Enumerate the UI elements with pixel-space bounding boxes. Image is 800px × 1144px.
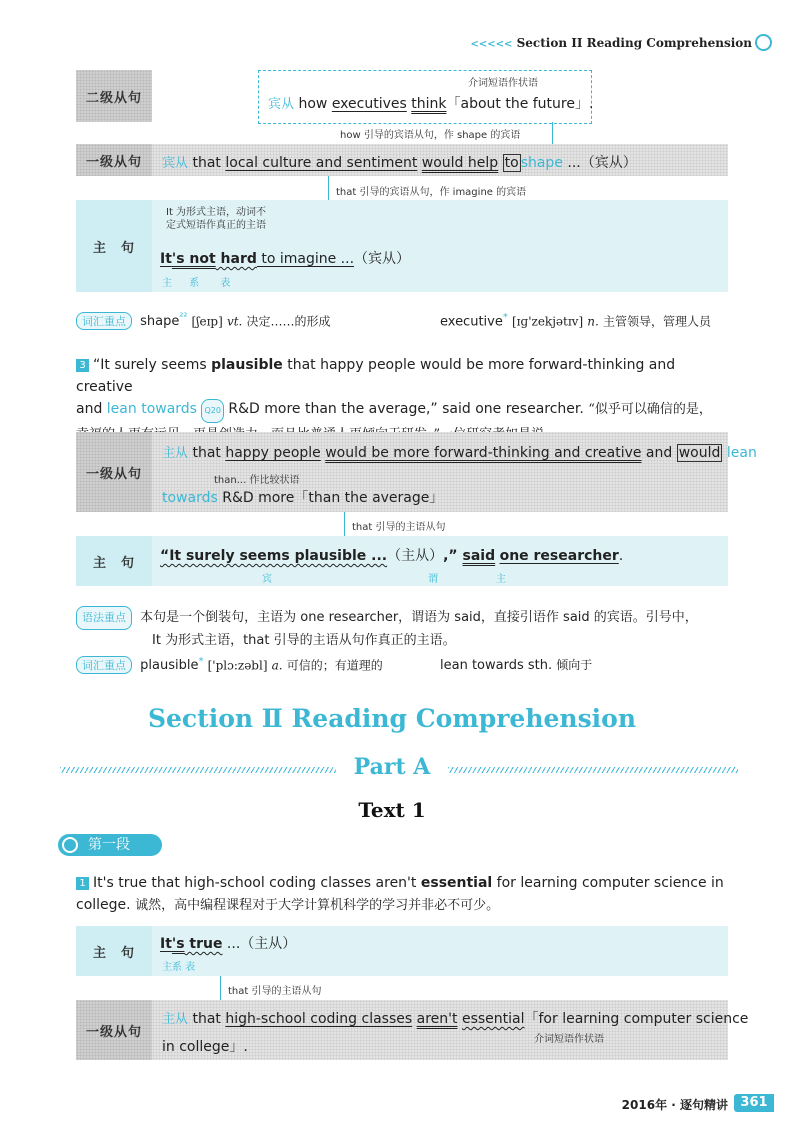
footer-label: 2016年 · 逐句精讲 — [621, 1098, 728, 1112]
part-title: Part A — [353, 754, 431, 780]
main-sentence: “It surely seems plausible ...（主从）,” said one researcher. — [160, 548, 624, 564]
text-title: Text 1 — [358, 798, 426, 822]
main-sentence: It's not hard to imagine ...（宾从） — [160, 251, 411, 267]
object-clause-tag: 宾从 — [268, 97, 295, 112]
question-ref-badge: Q20 — [201, 399, 223, 423]
main-sentence: It's true ...（主从） — [160, 936, 297, 952]
page-number: 361 — [734, 1094, 774, 1112]
header-arrows: <<<<< — [470, 39, 513, 50]
level1-sentence: 宾从 that local culture and sentiment would help to shape ...（宾从） — [162, 155, 637, 171]
level1-sentence-cont: towards R&D more「than the average」 — [162, 490, 444, 506]
divider — [448, 767, 738, 773]
l2-prep-note: 介词短语作状语 — [468, 78, 538, 89]
main-note: It 为形式主语，动词不 定式短语作真正的主语 — [166, 207, 267, 231]
label-main-clause: 主 句 — [76, 536, 152, 586]
search-icon — [755, 34, 772, 51]
grammar-note: 语法重点 本句是一个倒装句，主语为 one researcher，谓语为 said，直接引语作 said 的宾语。引号中， It 为形式主语，that 引导的主语从句作真正的主语。 — [76, 606, 736, 652]
level2-sentence: 宾从 how executives think「about the future」. — [268, 96, 594, 112]
label-main-clause: 主 句 — [76, 926, 152, 976]
grammar-tag: 语法重点 — [76, 606, 132, 630]
that-clause-note: that 引导的宾语从句，作 imagine 的宾语 — [336, 187, 527, 198]
sentence-1: 1 It's true that high-school coding classes aren't essential for learning computer science in college. 诚然，高中编程课程对于大学计算机科学的学习并非必不可少。 — [76, 875, 724, 913]
search-icon — [62, 837, 78, 853]
running-header — [471, 36, 752, 50]
label-main-clause: 主 句 — [76, 200, 152, 292]
paragraph-tag: 第一段 — [58, 834, 162, 856]
prep-phrase-note: 介词短语作状语 — [534, 1034, 604, 1045]
sentence-number: 1 — [76, 877, 89, 890]
sentence-3: 3 “It surely seems plausible that happy people would be more forward-thinking and creative and lean towards Q20 R&D more than the average,” said one researcher. “似乎可以确信的是， — [76, 354, 736, 446]
footer — [622, 1096, 728, 1113]
connector-line — [552, 122, 553, 144]
header-title: Section II Reading Comprehension — [516, 36, 752, 50]
how-clause-note: how 引导的宾语从句，作 shape 的宾语 — [340, 130, 521, 141]
main-roles: 主系 表 — [162, 962, 196, 973]
label-level1-clause: 一级从句 — [76, 1000, 152, 1060]
level1-sentence: 主从 that happy people would be more forward-thinking and creative and would lean — [162, 445, 757, 461]
vocab-tag: 词汇重点 — [76, 312, 132, 330]
subject-clause-note: that 引导的主语从句 — [228, 986, 322, 997]
label-level1-clause: 一级从句 — [76, 144, 152, 176]
label-level1-clause: 一级从句 — [76, 432, 152, 512]
than-note: than... 作比较状语 — [214, 475, 300, 486]
vocab-row: 词汇重点 plausible* ['plɔ:zəbl] a. 可信的；有道理的 lean towards sth. 倾向于 — [76, 656, 736, 674]
divider — [60, 767, 336, 773]
subject-clause-note: that 引导的主语从句 — [352, 522, 446, 533]
label-level2-clause: 二级从句 — [76, 70, 152, 122]
sentence-number: 3 — [76, 359, 89, 372]
main-roles: 主 系 表 — [162, 278, 231, 289]
level1-sentence-cont: in college」. — [162, 1039, 248, 1055]
section-title: Section Ⅱ Reading Comprehension — [147, 704, 637, 733]
vocab-tag: 词汇重点 — [76, 656, 132, 674]
connector-line — [220, 976, 221, 1000]
level1-sentence: 主从 that high-school coding classes aren't essential「for learning computer science — [162, 1011, 749, 1027]
vocab-row: 词汇重点 shape$^{^{22}}$ [ʃeɪp] vt. 决定……的形成 executive* [ɪɡ'zekjətɪv] n. 主管领导，管理人员 — [76, 312, 736, 330]
